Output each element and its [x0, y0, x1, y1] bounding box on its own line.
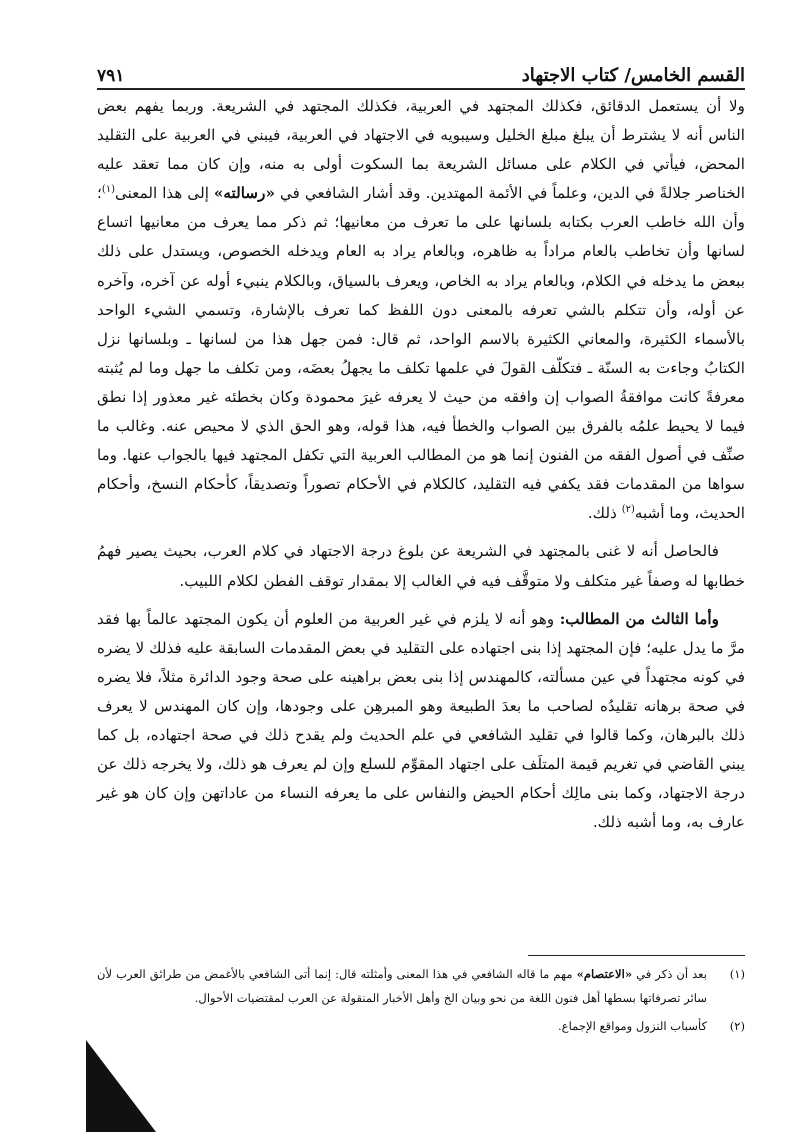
risala-title: «رسالته» — [213, 184, 275, 203]
paragraph-1-text-c: ؛ وأن الله خاطب العرب بكتابه بلسانها على ما تعرف من معانيها؛ ثم ذكر مما يعرف من معانيها اتساع لسانها وأن تخاطب بالعام مراداً به ظاهره، وبالعام يراد به العام ويدخله الخصوص، ويستدل على ذلك ببعض ما يدخله في الكلام، وبالعام يراد به الخاص، ويعرف بالسياق، وبالكلام ينبيء أوله عن آخره، وآخره عن أوله، وأن تتكلم بالشي تعرفه بالمعنى دون اللفظ كما تعرف بالإشارة، وتسمي الشيء الواحد بالأسماء الكثيرة، والمعاني الكثيرة بالاسم الواحد، ثم قال: فمن جهل هذا من لسانها ـ وبلسانها نزل الكتابُ وجاءت به السنّة ـ فتكلّف القولَ في علمها تكلف ما يجهلُ بعضَه، ومن تكلف ما جهل وما لم يُثبته معرفةً كانت موافقةُ الصواب إن وافقه من حيث لا يعرفه غيرَ محمودة وكان بخطئه غير معذور إذا نطق فيما لا يحيط علمُه بالفرق بين الصواب والخطأ فيه، هذا قوله، وهو الحق الذي لا محيص عنه. وغالب ما صنِّف في أصول الفقه من الفنون إنما هو من المطالب العربية التي تكفل المجتهد فيها بالجواب عنها. وما سواها من المقدمات فقد يكفي فيه التقليد، كالكلام في الأحكام تصوراً وتصديقاً، كأحكام النسخ، وأحكام الحديث، وما أشبه — [97, 184, 745, 523]
footnotes — [97, 962, 745, 1038]
section-lead: وأما الثالث من المطالب: — [559, 609, 719, 628]
page-header — [97, 56, 745, 86]
paragraph-1-text-b: إلى هذا المعنى — [115, 184, 214, 203]
itisam-title: «الاعتصام» — [576, 967, 633, 981]
footnote-text: كأسباب النزول ومواقع الإجماع. — [557, 1019, 707, 1033]
footnote-number: (٢) — [729, 1019, 745, 1033]
header-rule — [97, 88, 745, 90]
footnote-1-text-a: بعد أن ذكر في — [632, 967, 708, 981]
footnote-2 — [97, 1014, 745, 1038]
paragraph-2: فالحاصل أنه لا غنى بالمجتهد في الشريعة عن بلوغ درجة الاجتهاد في كلام العرب، بحيث يصير فهمُ خطابها له وصفاً غير متكلف ولا متوقَّف فيه في الغالب إلا بمقدار توقف الفطن لكلام اللبيب. — [97, 542, 745, 590]
footnote-ref-1[interactable]: (١) — [101, 184, 116, 196]
paragraph-1-text-a: ولا أن يستعمل الدقائق، فكذلك المجتهد في العربية، فكذلك المجتهد في الشريعة. وربما يفهم بعض الناس أنه لا يشترط أن يبلغ مبلغ الخليل وسيبويه في الاجتهاد في العربية، فيبني في العربية على التقليد المحض، فيأتي في الكلام على مسائل الشريعة بما السكوت أولى به منه، وإن كان مما تعقد عليه الخناصر جلالةً في الدين، وعلماً في الأئمة المهتدين. وقد أشار الشافعي في — [97, 97, 745, 203]
footnote-ref-2[interactable]: (٢) — [621, 504, 635, 516]
running-title: القسم الخامس/ كتاب الاجتهاد — [521, 65, 745, 86]
main-text — [97, 92, 745, 837]
paragraph-3 — [97, 605, 745, 838]
paragraph-1 — [97, 92, 745, 528]
page-corner-triangle — [86, 1040, 156, 1132]
paragraph-3-text: وهو أنه لا يلزم في غير العربية من العلوم أن يكون المجتهد عالماً بها فقد مرَّ ما يدل عليه؛ فإن المجتهد إذا بنى اجتهاده على التقليد في بعض المقدمات السابقة عليه فذلك لا يضره في كونه مجتهداً في عين مسألته، كالمهندس إذا بنى بعض براهينه على صحة وجود الدائرة مثلاً، فلا يضره في صحة برهانه تقليدُه لصاحب ما بعدَ الطبيعة وهو المبرهِن على وجودها، وإن كان المهندس لا يعرف ذلك بالبرهان، وكما قالوا في تقليد الشافعي في علم الحديث ولم يقدح ذلك في صحة اجتهاده، بل كما يبني القاضي في تغريم قيمة المتلَف على اجتهاد المقوِّم للسلع وإن لم يعرف هو ذلك، ولا يخرجه ذلك عن درجة الاجتهاد، وكما بنى مالِك أحكام الحيض والنفاس على ما يعرفه النساء من عاداتهن وإن كان هو غير عارف به، وما أشبه ذلك. — [97, 609, 745, 832]
footnote-1-text-b: مهم ما قاله الشافعي في هذا المعنى وأمثلته قال: إنما أتى الشافعي بالأغمض من طرائق العرب لأن سائر تصرفاتها بسطها أهل فنون اللغة من نحو وبيان الخ وأهل الأخبار المنقولة عن العرب لمقتضيات الأحوال. — [97, 967, 707, 1005]
footnote-text — [97, 962, 707, 1010]
paragraph-1-text-d: ذلك. — [587, 504, 622, 523]
footnote-number: (١) — [729, 967, 745, 981]
page-number: ٧٩١ — [97, 66, 125, 86]
footnote-rule — [528, 955, 745, 956]
footnote-1 — [97, 962, 745, 1010]
